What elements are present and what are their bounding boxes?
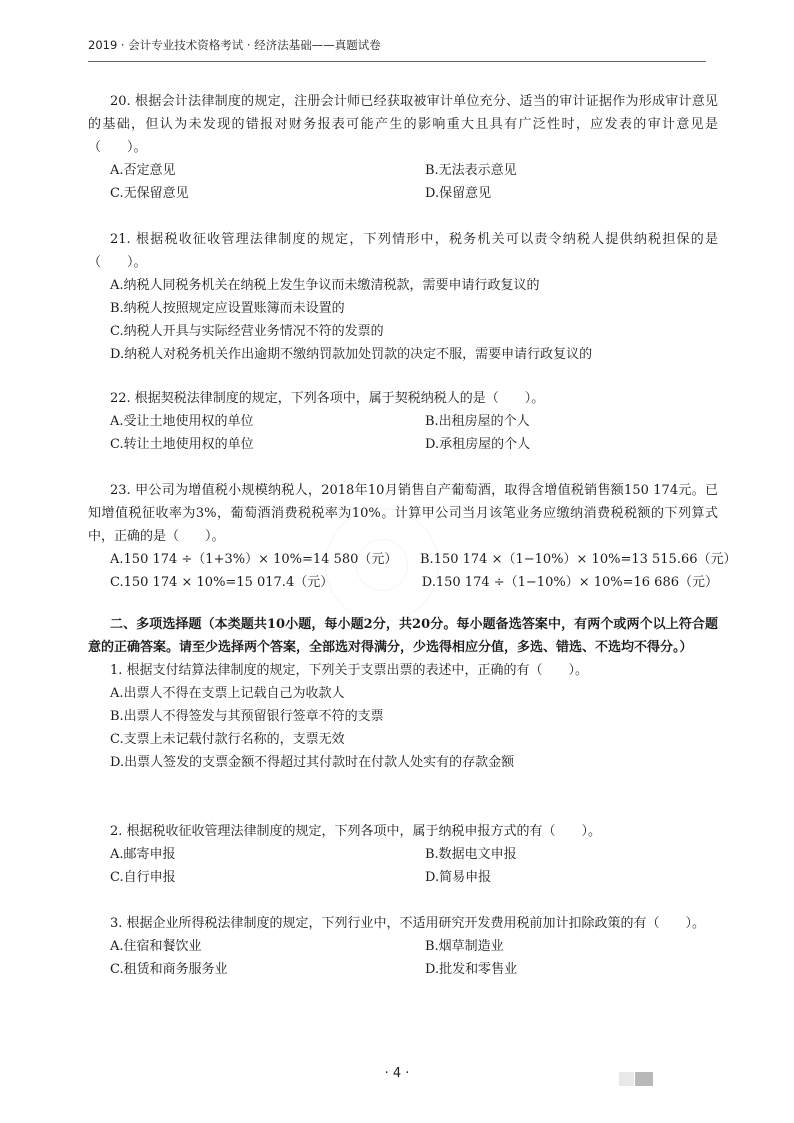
question-21-option-b: B.纳税人按照规定应设置账簿而未设置的 [110, 301, 345, 316]
question-23-option-c: C.150 174 × 10%=15 017.4（元） [110, 575, 334, 590]
multi-question-3 [88, 912, 718, 981]
question-22 [88, 387, 718, 456]
corner-mark-light [619, 1072, 634, 1086]
question-22-option-a: A.受让土地使用权的单位 [110, 414, 254, 429]
question-23-option-d: D.150 174 ÷（1−10%）× 10%=16 686（元） [421, 575, 718, 590]
page-number: · 4 · [384, 1066, 410, 1081]
multi-question-3-stem: 3. 根据企业所得税法律制度的规定，下列行业中，不适用研究开发费用税前加计扣除政策的有（ ）。 [110, 916, 706, 931]
question-21 [88, 228, 718, 366]
multi-question-3-option-a: A.住宿和餐饮业 [110, 939, 202, 954]
section-2-title: 二、多项选择题（本类题共10小题，每小题2分，共20分。每小题备选答案中，有两个或两个以上符合题意的正确答案。请至少选择两个答案，全部选对得满分，少选得相应分值，多选、错选、不选均不得分。） [88, 617, 718, 655]
multi-question-1-option-d: D.出票人签发的支票金额不得超过其付款时在付款人处实有的存款金额 [110, 755, 515, 770]
multi-question-3-option-b: B.烟草制造业 [425, 939, 504, 954]
question-22-stem: 22. 根据契税法律制度的规定，下列各项中，属于契税纳税人的是（ ）。 [110, 391, 545, 406]
multi-question-2-option-a: A.邮寄申报 [110, 847, 176, 862]
question-21-stem: 21. 根据税收征收管理法律制度的规定，下列情形中，税务机关可以责令纳税人提供纳税担保的是（ ）。 [88, 232, 718, 270]
multi-question-2-option-d: D.简易申报 [425, 870, 492, 885]
question-22-option-d: D.承租房屋的个人 [425, 437, 531, 452]
multi-question-2-option-b: B.数据电文申报 [425, 847, 517, 862]
question-21-option-c: C.纳税人开具与实际经营业务情况不符的发票的 [110, 324, 384, 339]
multi-question-1-option-a: A.出票人不得在支票上记载自己为收款人 [110, 686, 345, 701]
question-22-option-c: C.转让土地使用权的单位 [110, 437, 254, 452]
multi-question-3-option-c: C.租赁和商务服务业 [110, 962, 228, 977]
multi-question-1-option-b: B.出票人不得签发与其预留银行签章不符的支票 [110, 709, 384, 724]
question-20 [88, 90, 718, 205]
multi-question-1-option-c: C.支票上未记载付款行名称的，支票无效 [110, 732, 345, 747]
question-20-stem: 20. 根据会计法律制度的规定，注册会计师已经获取被审计单位充分、适当的审计证据作为形成审计意见的基础，但认为未发现的错报对财务报表可能产生的影响重大且具有广泛性时，应发表的审计意见是（ ）。 [88, 94, 718, 155]
multi-question-2 [88, 820, 718, 889]
question-20-option-b: B.无法表示意见 [425, 163, 517, 178]
question-20-option-a: A.否定意见 [110, 163, 176, 178]
question-23-option-b: B.150 174 ×（1−10%）× 10%=13 515.66（元） [420, 552, 737, 567]
multi-question-3-option-d: D.批发和零售业 [425, 962, 518, 977]
question-21-option-d: D.纳税人对税务机关作出逾期不缴纳罚款加处罚款的决定不服，需要申请行政复议的 [110, 347, 593, 362]
multi-question-2-option-c: C.自行申报 [110, 870, 176, 885]
question-20-option-d: D.保留意见 [425, 186, 492, 201]
running-header: 2019 · 会计专业技术资格考试 · 经济法基础——真题试卷 [88, 38, 381, 52]
question-23 [88, 479, 737, 594]
question-23-stem: 23. 甲公司为增值税小规模纳税人，2018年10月销售自产葡萄酒，取得含增值税销售额150 174元。已知增值税征收率为3%，葡萄酒消费税税率为10%。计算甲公司当月该笔业务应缴纳消费税税额的下列算式中，正确的是（ ）。 [88, 483, 718, 544]
question-22-option-b: B.出租房屋的个人 [425, 414, 530, 429]
question-21-option-a: A.纳税人同税务机关在纳税上发生争议而未缴清税款，需要申请行政复议的 [110, 278, 540, 293]
section-2 [88, 613, 718, 774]
question-23-option-a: A.150 174 ÷（1+3%）× 10%=14 580（元） [110, 552, 398, 567]
multi-question-1-stem: 1. 根据支付结算法律制度的规定，下列关于支票出票的表述中，正确的有（ ）。 [110, 663, 589, 678]
multi-question-2-stem: 2. 根据税收征收管理法律制度的规定，下列各项中，属于纳税申报方式的有（ ）。 [110, 824, 602, 839]
header-rule [88, 61, 706, 62]
question-20-option-c: C.无保留意见 [110, 186, 189, 201]
corner-mark-dark [635, 1072, 653, 1086]
